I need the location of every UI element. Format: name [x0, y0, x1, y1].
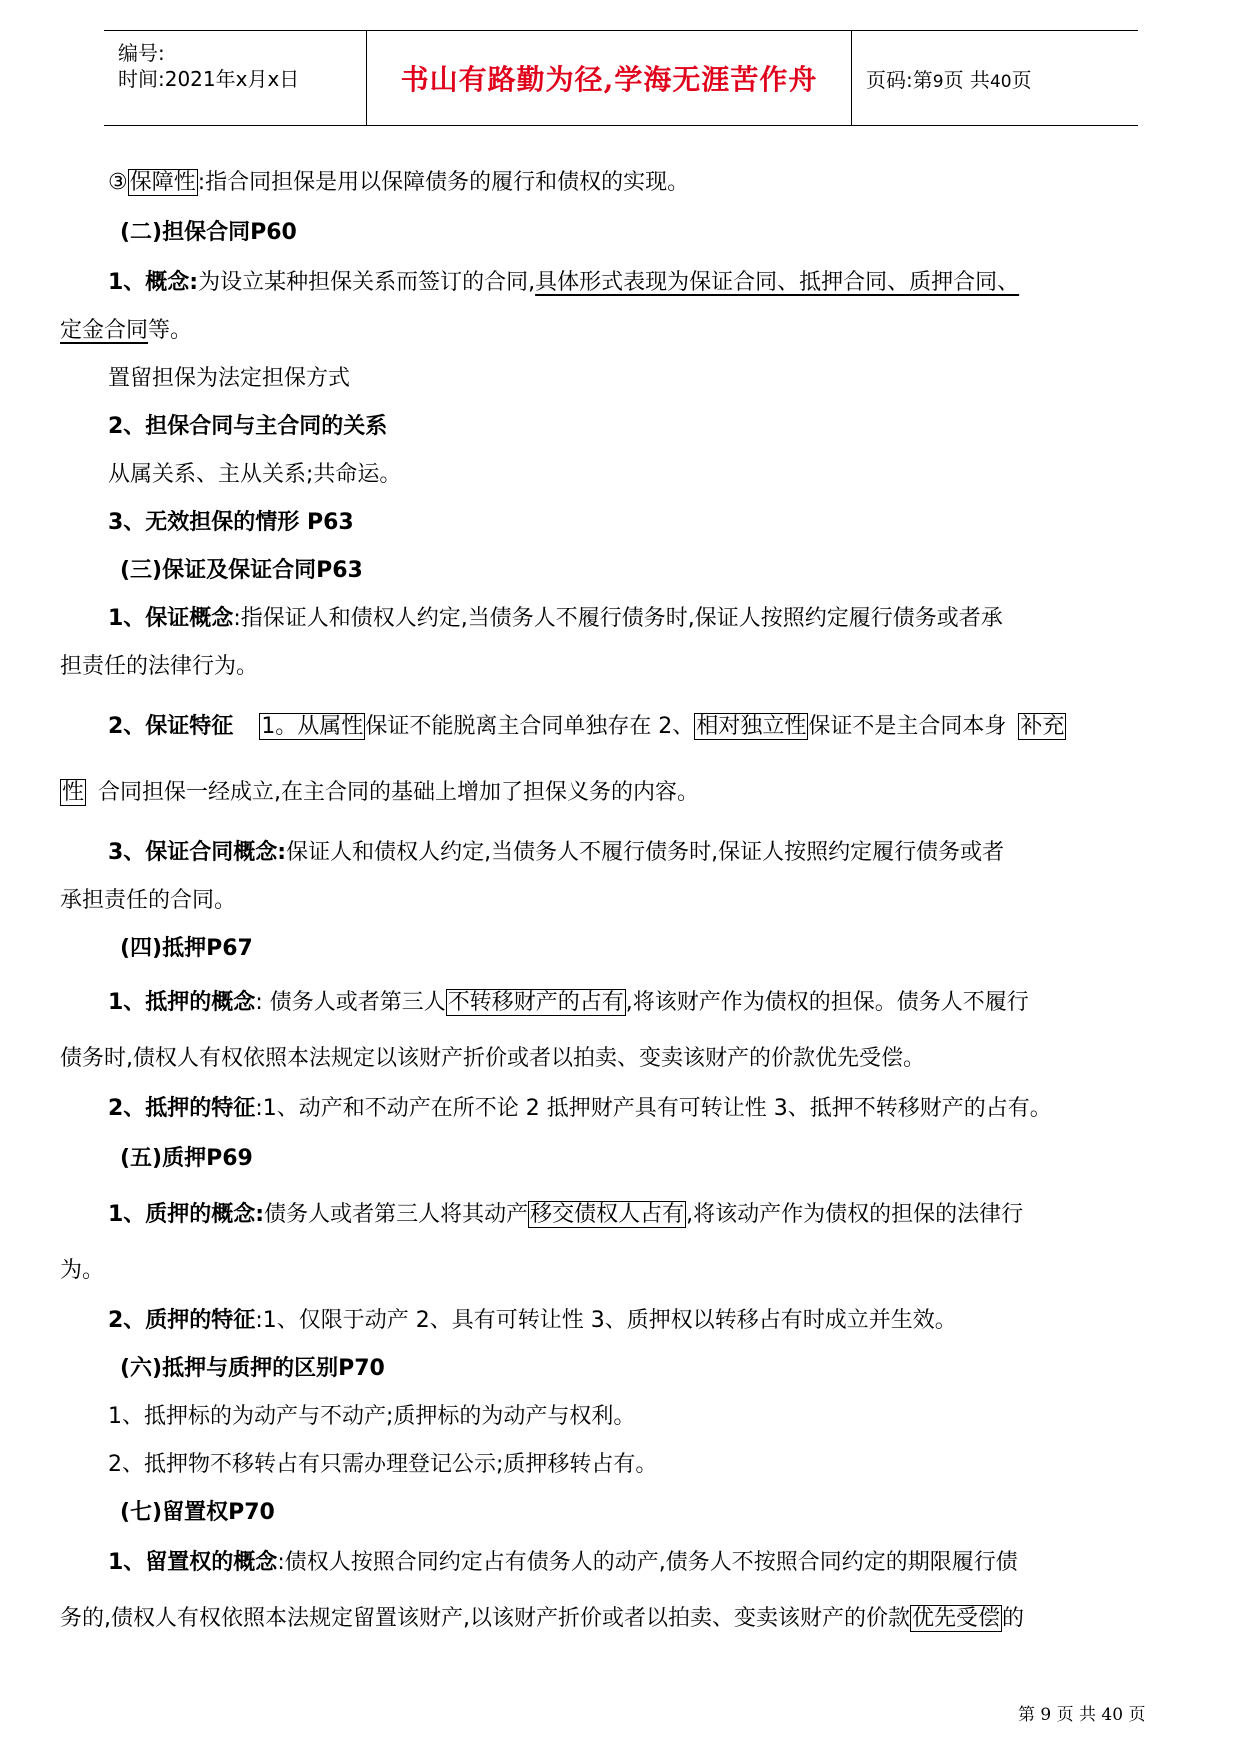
text-line: 2、质押的特征:1、仅限于动产 2、具有可转让性 3、质押权以转移占有时成立并生效。 — [108, 1308, 957, 1333]
page-footer: 第 9 页 共 40 页 — [1018, 1705, 1146, 1725]
page-total: 40 — [989, 71, 1012, 92]
subsection-heading: 2、担保合同与主合同的关系 — [108, 414, 388, 439]
number-label: 编号: — [118, 41, 165, 65]
text-line: 1、留置权的概念:债权人按照合同约定占有债务人的动产,债务人不按照合同约定的期限履行债 — [108, 1550, 1018, 1575]
text-line: 置留担保为法定担保方式 — [108, 366, 351, 391]
section-heading: (六)抵押与质押的区别P70 — [120, 1356, 385, 1381]
text-line: 1、抵押标的为动产与不动产;质押标的为动产与权利。 — [108, 1404, 636, 1429]
text-line: 从属关系、主从关系;共命运。 — [108, 462, 402, 487]
section-heading: (七)留置权P70 — [120, 1500, 275, 1525]
text-line: 1、保证概念:指保证人和债权人约定,当债务人不履行债务时,保证人按照约定履行债务或者承 — [108, 606, 1003, 631]
text-line: 2、抵押物不移转占有只需办理登记公示;质押移转占有。 — [108, 1452, 658, 1477]
text-line: 承担责任的合同。 — [60, 888, 237, 913]
text-line: 2、抵押的特征:1、动产和不动产在所不论 2 抵押财产具有可转让性 3、抵押不转移财产的占有。 — [108, 1096, 1052, 1121]
section-heading: (五)质押P69 — [120, 1146, 253, 1171]
boxed-term: 1。从属性 — [261, 714, 364, 739]
text-line: ③保障性:指合同担保是用以保障债务的履行和债权的实现。 — [108, 170, 690, 195]
text-line: 债务时,债权人有权依照本法规定以该财产折价或者以拍卖、变卖该财产的价款优先受偿。 — [60, 1046, 925, 1071]
text-line: 1、质押的概念:债务人或者第三人将其动产移交债权人占有,将该动产作为债权的担保的法律行 — [108, 1202, 1024, 1227]
header-motto-cell — [367, 31, 852, 125]
subsection-heading: 3、无效担保的情形 P63 — [108, 510, 354, 535]
text-line: 为。 — [60, 1258, 105, 1283]
underlined-text: 具体形式表现为保证合同、抵押合同、质押合同、 — [535, 270, 1020, 295]
boxed-term: 优先受偿 — [912, 1606, 1001, 1631]
page-header — [104, 30, 1138, 126]
text-line: 1、概念:为设立某种担保关系而签订的合同,具体形式表现为保证合同、抵押合同、质押合同、 — [108, 270, 1020, 295]
underlined-text: 定金合同 — [60, 318, 149, 343]
header-left-cell — [104, 31, 367, 125]
text-line: 3、保证合同概念:保证人和债权人约定,当债务人不履行债务时,保证人按照约定履行债务或者 — [108, 840, 1005, 865]
text-line: 2、保证特征 1。从属性保证不能脱离主合同单独存在 2、相对独立性保证不是主合同本身 补充 — [108, 714, 1065, 739]
motto-text: 书山有路勤为径,学海无涯苦作舟 — [400, 63, 818, 96]
page-number: 9 — [932, 71, 944, 92]
text-line: 定金合同等。 — [60, 318, 193, 343]
boxed-term: 不转移财产的占有 — [447, 990, 624, 1015]
boxed-term: 移交债权人占有 — [530, 1202, 685, 1227]
boxed-term: 保障性 — [129, 170, 196, 195]
text-line: 务的,债权人有权依照本法规定留置该财产,以该财产折价或者以拍卖、变卖该财产的价款优先受偿的 — [60, 1606, 1025, 1631]
section-heading: (二)担保合同P60 — [120, 220, 297, 245]
time-label: 时间:2021年x月x日 — [118, 67, 300, 91]
boxed-term: 相对独立性 — [696, 714, 807, 739]
page-info: 页码:第9页 共40页 — [866, 67, 1032, 92]
boxed-term: 补充 — [1020, 714, 1065, 739]
boxed-term: 性 — [62, 780, 85, 805]
section-heading: (四)抵押P67 — [120, 936, 253, 961]
text-line: 性 合同担保一经成立,在主合同的基础上增加了担保义务的内容。 — [62, 780, 700, 805]
header-page-cell — [852, 31, 1138, 125]
text-line: 1、抵押的概念: 债务人或者第三人不转移财产的占有,将该财产作为债权的担保。债务人不履行 — [108, 990, 1029, 1015]
text-line: 担责任的法律行为。 — [60, 654, 259, 679]
section-heading: (三)保证及保证合同P63 — [120, 558, 363, 583]
